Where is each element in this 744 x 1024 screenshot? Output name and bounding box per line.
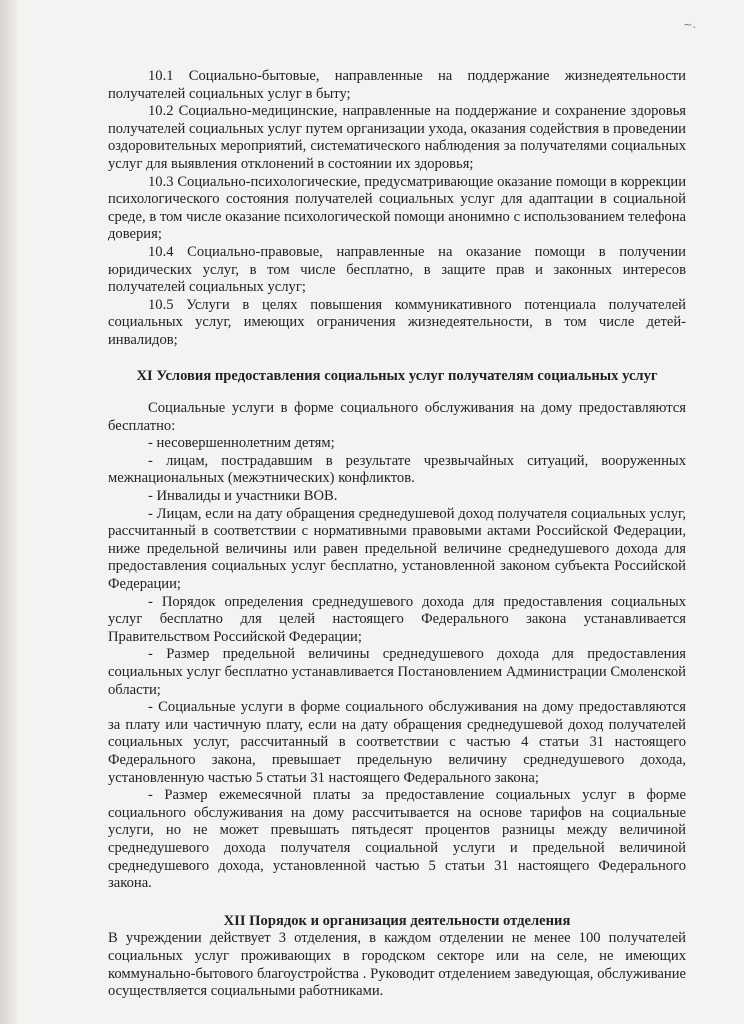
corner-mark: ~.: [683, 18, 696, 31]
section-xi-intro: Социальные услуги в форме социального обслуживания на дому предоставляются бесплатно:: [108, 400, 686, 434]
list-item-10-5: 10.5 Услуги в целях повышения коммуникативного потенциала получателей социальных услуг, имеющих ограничения жизнедеятельности, в том числе детей-инвалидов;: [108, 296, 686, 348]
page-edge-shadow: [0, 0, 18, 1024]
section-xi-item: - лицам, пострадавшим в результате чрезвычайных ситуаций, вооруженных межнациональных (межэтнических) конфликтов.: [108, 452, 686, 487]
section-xi-item: - несовершеннолетним детям;: [148, 435, 335, 452]
list-item-10-4: 10.4 Социально-правовые, направленные на оказание помощи в получении юридических услуг, в том числе бесплатно, в защите прав и законных интересов получателей социальных услуг;: [108, 243, 686, 296]
section-xi-item: - Размер ежемесячной платы за предоставление социальных услуг в форме социального обслуживания на дому рассчитывается на основе тарифов на социальные услуги, но не может превышать пятьдесят процентов разницы между величиной среднедушевого дохода получателя социальной услуги и предельной величиной среднедушевого дохода, установленной частью 5 статьи 31 настоящего Федерального закона.: [108, 787, 686, 892]
list-item-10-1: 10.1 Социально-бытовые, направленные на поддержание жизнедеятельности получателей социальных услуг в быту;: [108, 68, 686, 102]
list-item-10-3: 10.3 Социально-психологические, предусматривающие оказание помощи в коррекции психологического состояния получателей социальных услуг для адаптации в социальной среде, в том числе оказание психологической помощи анонимно с использованием телефона доверия;: [108, 173, 686, 243]
section-xi-item: - Порядок определения среднедушевого дохода для предоставления социальных услуг бесплатно для целей настоящего Федерального закона устанавливается Правительством Российской Федерации;: [108, 593, 686, 645]
document-body: [108, 68, 686, 1001]
section-xi-heading: XI Условия предоставления социальных услуг получателям социальных услуг: [136, 367, 658, 384]
section-xii-body: В учреждении действует 3 отделения, в каждом отделении не менее 100 получателей социальных услуг проживающих в городском секторе или на селе, не имеющих коммунально-бытового благоустройства . Руководит отделением заведующая, обслуживание осуществляется социальными работниками.: [108, 930, 686, 1000]
section-xi-item: - Инвалиды и участники ВОВ.: [148, 488, 338, 505]
section-xi-item: - Размер предельной величины среднедушевого дохода для предоставления социальных услуг бесплатно устанавливается Постановлением Администрации Смоленской области;: [108, 646, 686, 698]
list-item-10-2: 10.2 Социально-медицинские, направленные на поддержание и сохранение здоровья получателей социальных услуг путем организации ухода, оказания содействия в проведении оздоровительных мероприятий, систематического наблюдения за получателями социальных услуг для выявления отклонений в состоянии их здоровья;: [108, 103, 686, 172]
section-xi-item: - Лицам, если на дату обращения среднедушевой доход получателя социальных услуг, рассчитанный в соответствии с нормативными правовыми актами Российской Федерации, ниже предельной величины или равен предельной величине среднедушевого дохода для предоставления социальных услуг бесплатно, установленной законом субъекта Российской Федерации;: [108, 505, 686, 593]
section-xi-item: - Социальные услуги в форме социального обслуживания на дому предоставляются за плату или частичную плату, если на дату обращения среднедушевой доход получателей социальных услуг, рассчитанный в соответствии с частью 4 статьи 31 настоящего Федерального закона, превышает предельную величину среднедушевого дохода, установленную частью 5 статьи 31 настоящего Федерального закона;: [108, 699, 686, 786]
section-xii-heading: XII Порядок и организация деятельности отделения: [223, 912, 571, 929]
